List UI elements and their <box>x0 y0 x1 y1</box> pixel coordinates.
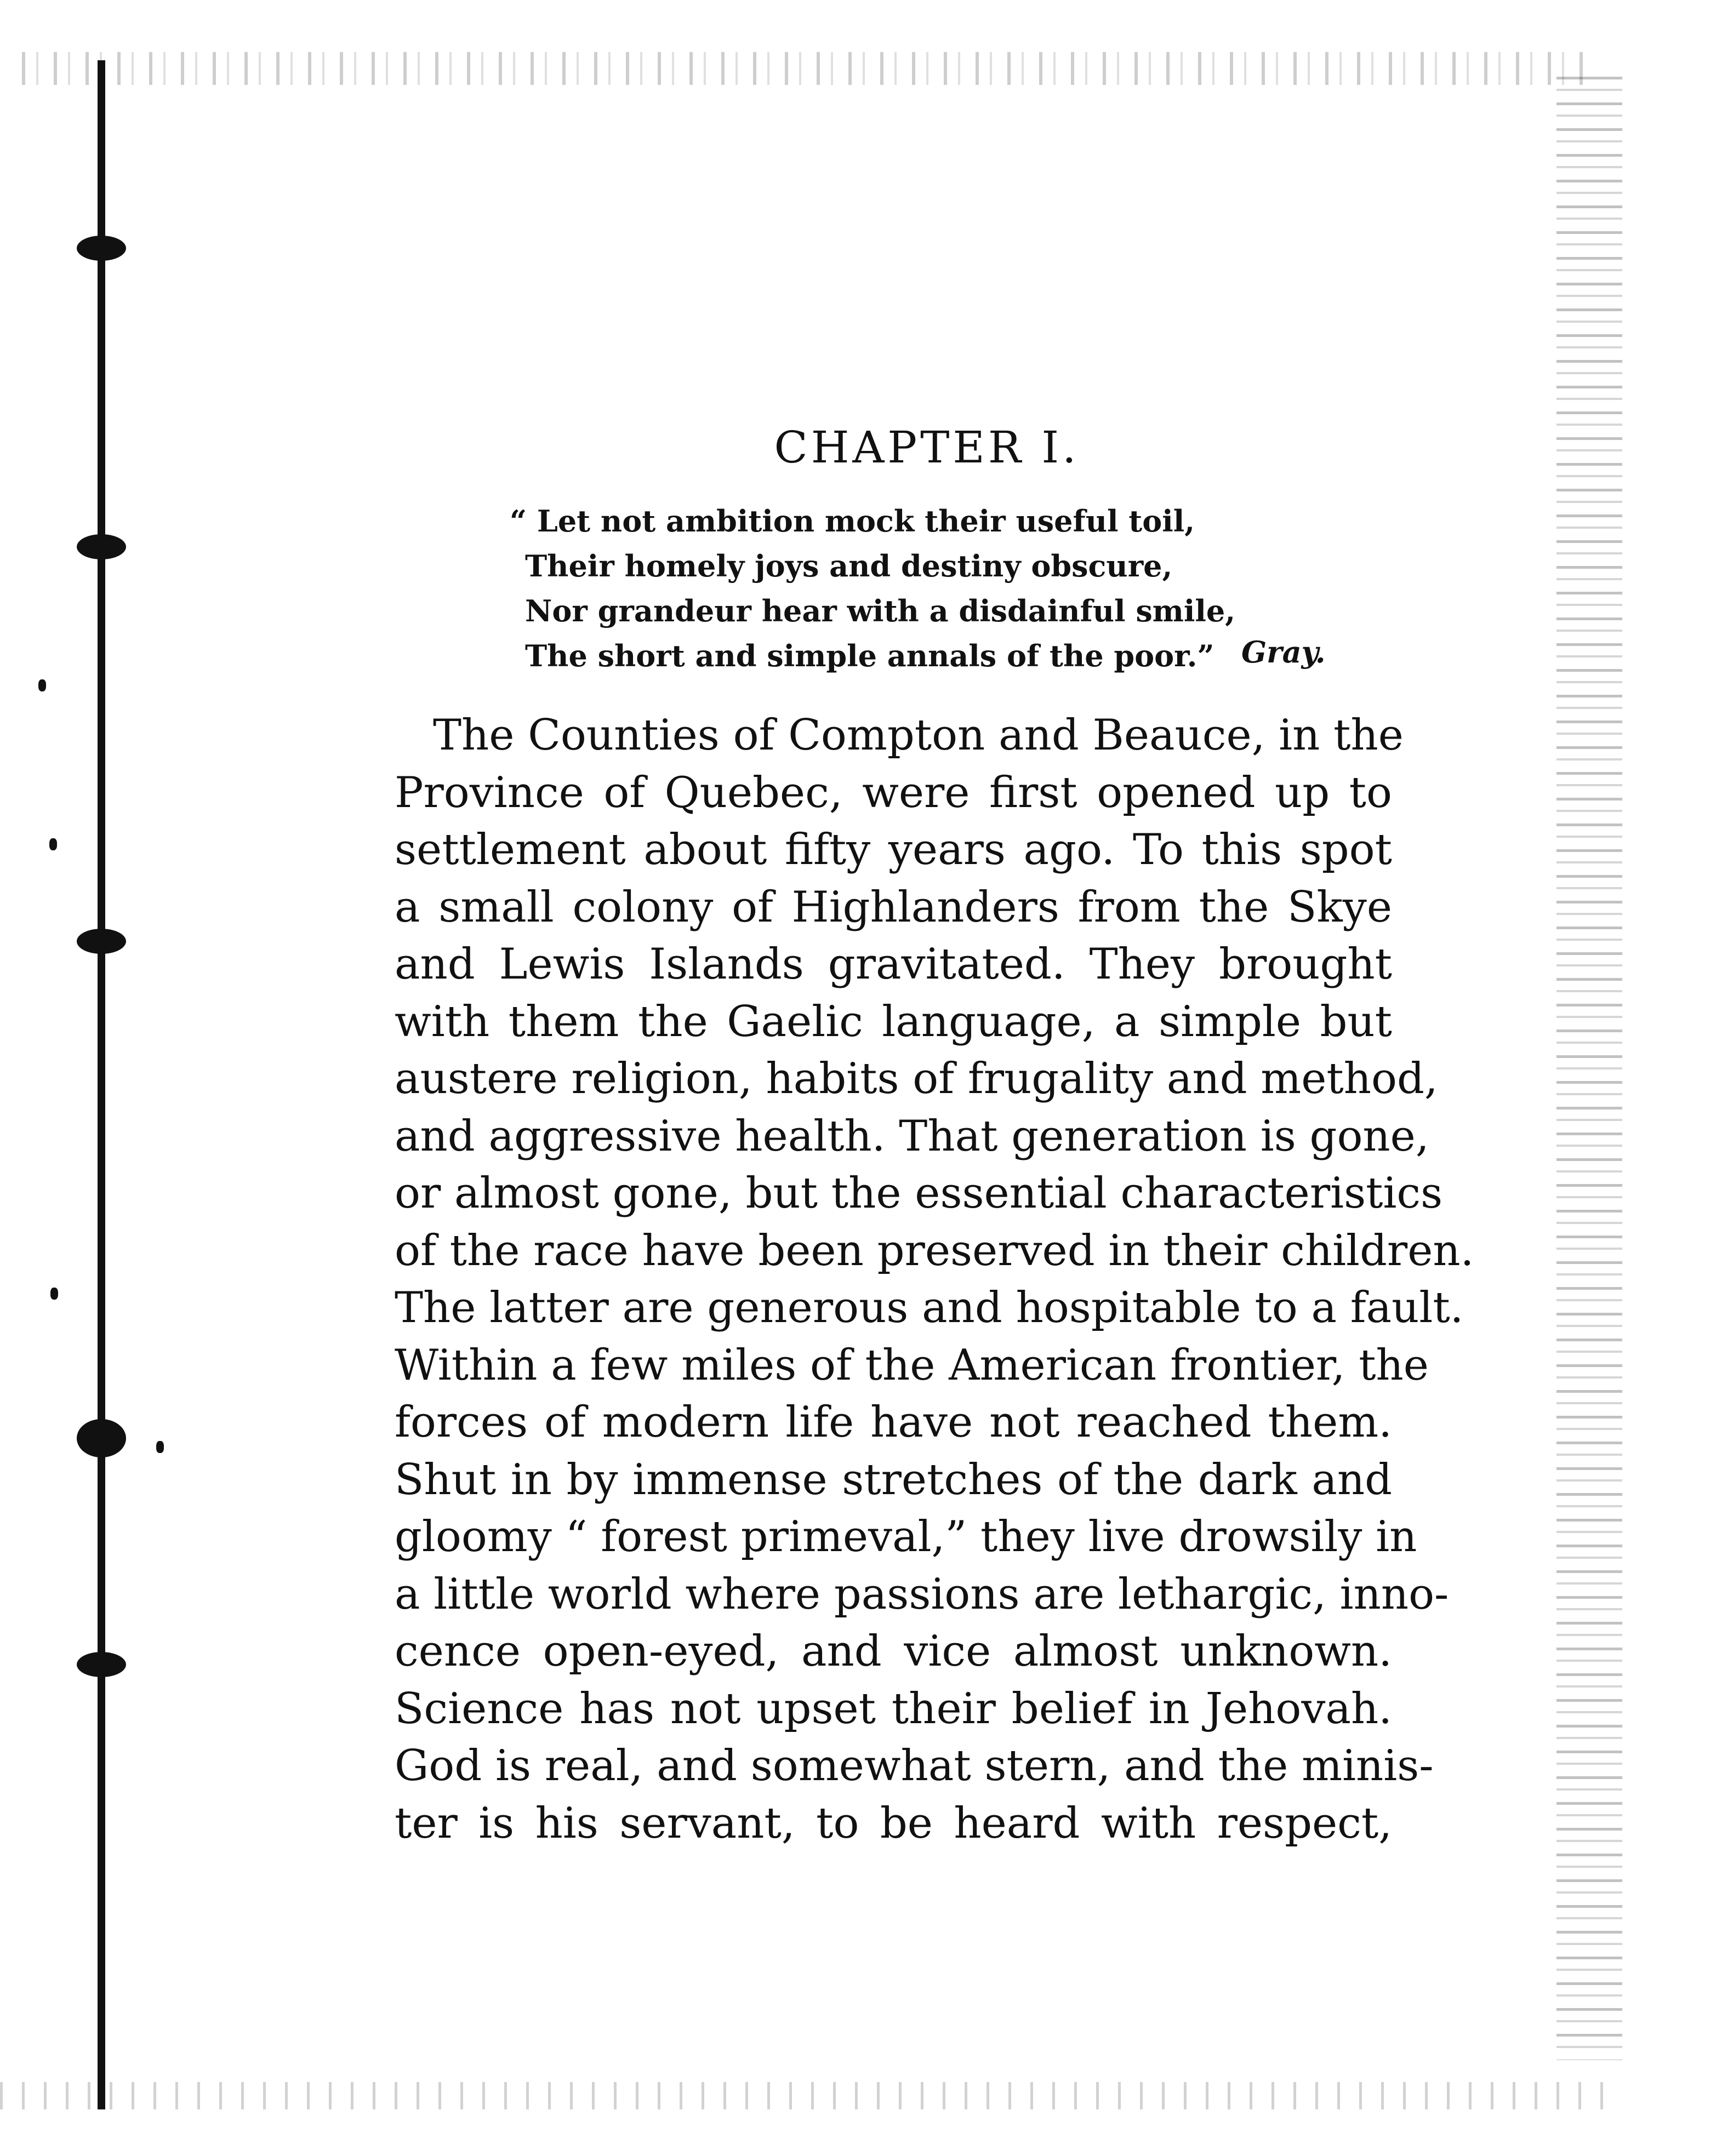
epigraph-line: The short and simple annals of the poor.” <box>525 638 1214 673</box>
epigraph-line: Nor grandeur hear with a disdainful smile, <box>525 593 1236 628</box>
body-line: Province of Quebec, were first opened up to <box>395 768 1392 817</box>
scan-edge-bottom <box>0 2082 1622 2109</box>
body-line: settlement about fifty years ago. To this spot <box>395 825 1392 874</box>
body-line: cence open-eyed, and vice almost unknown. <box>395 1627 1392 1676</box>
body-line: forces of modern life have not reached them. <box>395 1398 1392 1447</box>
body-line: or almost gone, but the essential characteristics <box>395 1169 1443 1218</box>
epigraph-line: Their homely joys and destiny obscure, <box>525 548 1173 584</box>
body-line: austere religion, habits of frugality and method, <box>395 1054 1438 1103</box>
scan-speck <box>50 1288 58 1300</box>
body-text <box>395 707 1474 1852</box>
body-line: gloomy “ forest primeval,” they live drowsily in <box>395 1512 1417 1562</box>
chapter-title: CHAPTER I. <box>774 422 1080 473</box>
scan-speck <box>156 1441 164 1453</box>
body-line: of the race have been preserved in their children. <box>395 1226 1474 1276</box>
body-line: The latter are generous and hospitable to a fault. <box>395 1283 1464 1333</box>
scan-speck <box>49 838 57 850</box>
body-line: Within a few miles of the American frontier, the <box>395 1340 1429 1390</box>
body-line: a little world where passions are lethargic, inno- <box>395 1569 1449 1619</box>
binding-stitch <box>77 534 126 559</box>
body-line: with them the Gaelic language, a simple but <box>395 997 1392 1046</box>
scan-edge-top <box>22 52 1589 85</box>
scan-edge-right <box>1556 77 1622 2060</box>
binding-spine <box>98 60 105 2109</box>
binding-stitch <box>77 929 126 954</box>
body-line: Shut in by immense stretches of the dark and <box>395 1455 1392 1505</box>
epigraph <box>510 499 1235 678</box>
body-line: a small colony of Highlanders from the Skye <box>395 882 1392 932</box>
body-line: and aggressive health. That generation is gone, <box>395 1111 1429 1161</box>
binding-stitch <box>77 236 126 261</box>
body-line: God is real, and somewhat stern, and the minis- <box>395 1741 1434 1791</box>
binding-stitch <box>77 1419 126 1457</box>
body-line: and Lewis Islands gravitated. They brought <box>395 940 1392 989</box>
body-line: Science has not upset their belief in Jehovah. <box>395 1684 1392 1734</box>
scan-speck <box>38 679 46 691</box>
body-line: The Counties of Compton and Beauce, in the <box>433 711 1404 760</box>
binding-stitch <box>77 1652 126 1677</box>
epigraph-line: “ Let not ambition mock their useful toil, <box>510 504 1195 539</box>
epigraph-author: Gray. <box>1241 634 1326 670</box>
body-line: ter is his servant, to be heard with respect, <box>395 1798 1392 1848</box>
